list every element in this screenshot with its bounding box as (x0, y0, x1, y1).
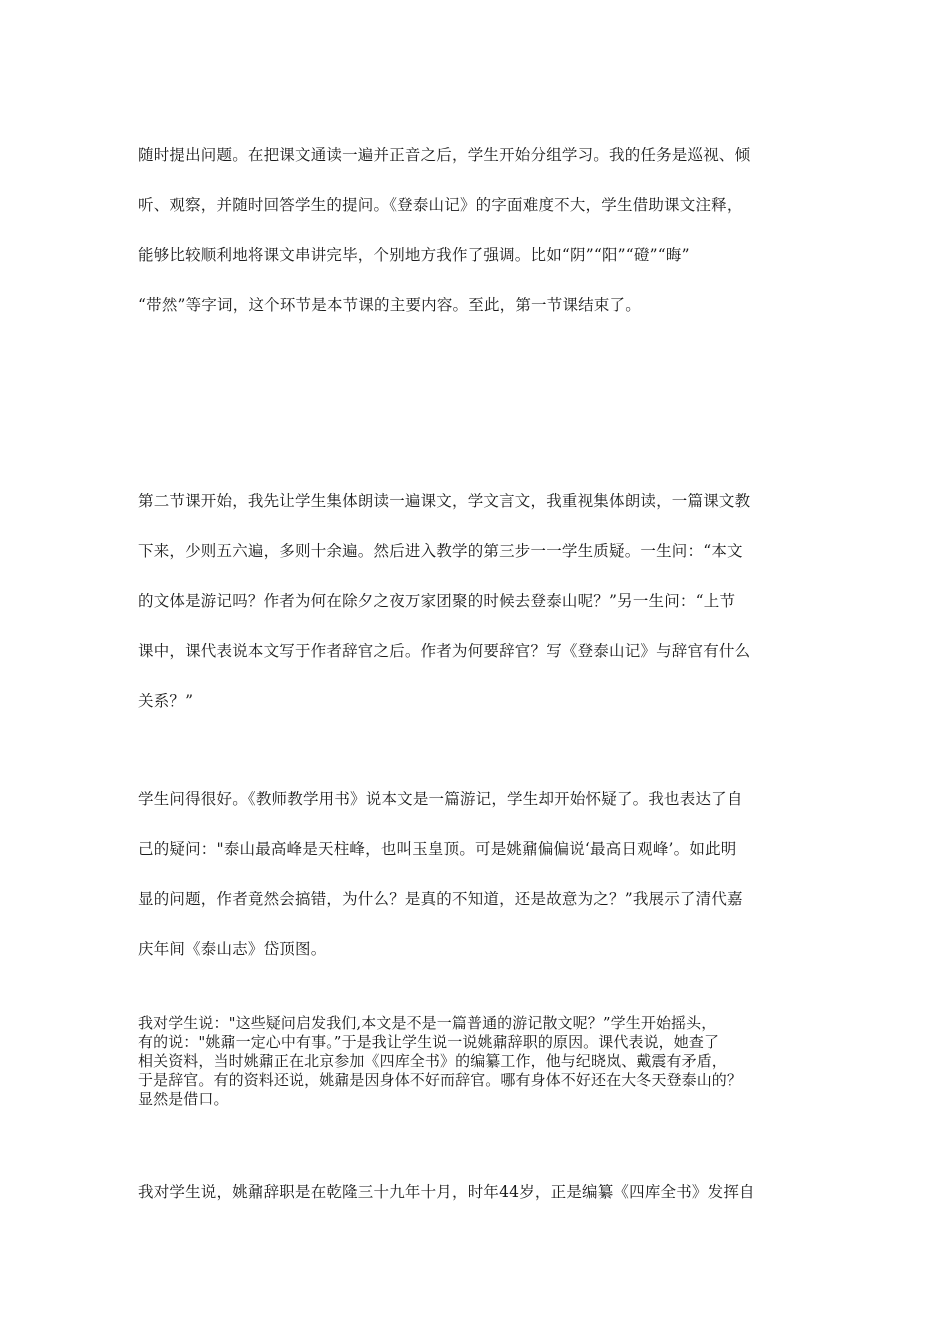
text-line: “带然”等字词，这个环节是本节课的主要内容。至此，第一节课结束了。 (138, 296, 641, 314)
text-line: 学生问得很好。《教师教学用书》说本文是一篇游记，学生却开始怀疑了。我也表达了自 (138, 790, 743, 808)
text-line: 相关资料，当时姚鼐正在北京参加《四库全书》的编纂工作，他与纪晓岚、戴震有矛盾， (138, 1052, 727, 1070)
text-line: 显的问题，作者竟然会搞错，为什么？是真的不知道，还是故意为之？”我展示了清代嘉 (138, 890, 743, 908)
text-line: 第二节课开始，我先让学生集体朗读一遍课文，学文言文，我重视集体朗读，一篇课文教 (138, 492, 751, 510)
text-line: 下来，少则五六遍，多则十余遍。然后进入教学的第三步一一学生质疑。一生问：“本文 (138, 542, 743, 560)
text-line: 我对学生说："这些疑问启发我们,本文是不是一篇普通的游记散文呢？”学生开始摇头， (138, 1014, 717, 1032)
text-line: 随时提出问题。在把课文通读一遍并正音之后，学生开始分组学习。我的任务是巡视、倾 (138, 146, 751, 164)
text-line: 我对学生说，姚鼐辞职是在乾隆三十九年十月，时年44岁，正是编纂《四库全书》发挥自 (138, 1183, 755, 1201)
text-line: 能够比较顺利地将课文串讲完毕，个别地方我作了强调。比如“阴”“阳”“磴”“晦” (138, 246, 690, 264)
text-line: 关系？” (138, 692, 194, 710)
text-line: 课中，课代表说本文写于作者辞官之后。作者为何要辞官？写《登泰山记》与辞官有什么 (138, 642, 751, 660)
text-line: 于是辞官。有的资料还说，姚鼐是因身体不好而辞官。哪有身体不好还在大冬天登泰山的？ (138, 1071, 743, 1089)
text-line: 己的疑问："泰山最高峰是天柱峰，也叫玉皇顶。可是姚鼐偏偏说‘最高日观峰’。如此明 (138, 840, 737, 858)
text-line: 听、观察，并随时回答学生的提问。《登泰山记》的字面难度不大，学生借助课文注释， (138, 196, 743, 214)
text-line: 的文体是游记吗？作者为何在除夕之夜万家团聚的时候去登泰山呢？”另一生问：“上节 (138, 592, 736, 610)
text-line: 显然是借口。 (138, 1090, 229, 1108)
text-line: 有的说："姚鼐一定心中有事。”于是我让学生说一说姚鼐辞职的原因。课代表说，她查了 (138, 1033, 720, 1051)
text-line: 庆年间《泰山志》岱顶图。 (138, 940, 327, 958)
